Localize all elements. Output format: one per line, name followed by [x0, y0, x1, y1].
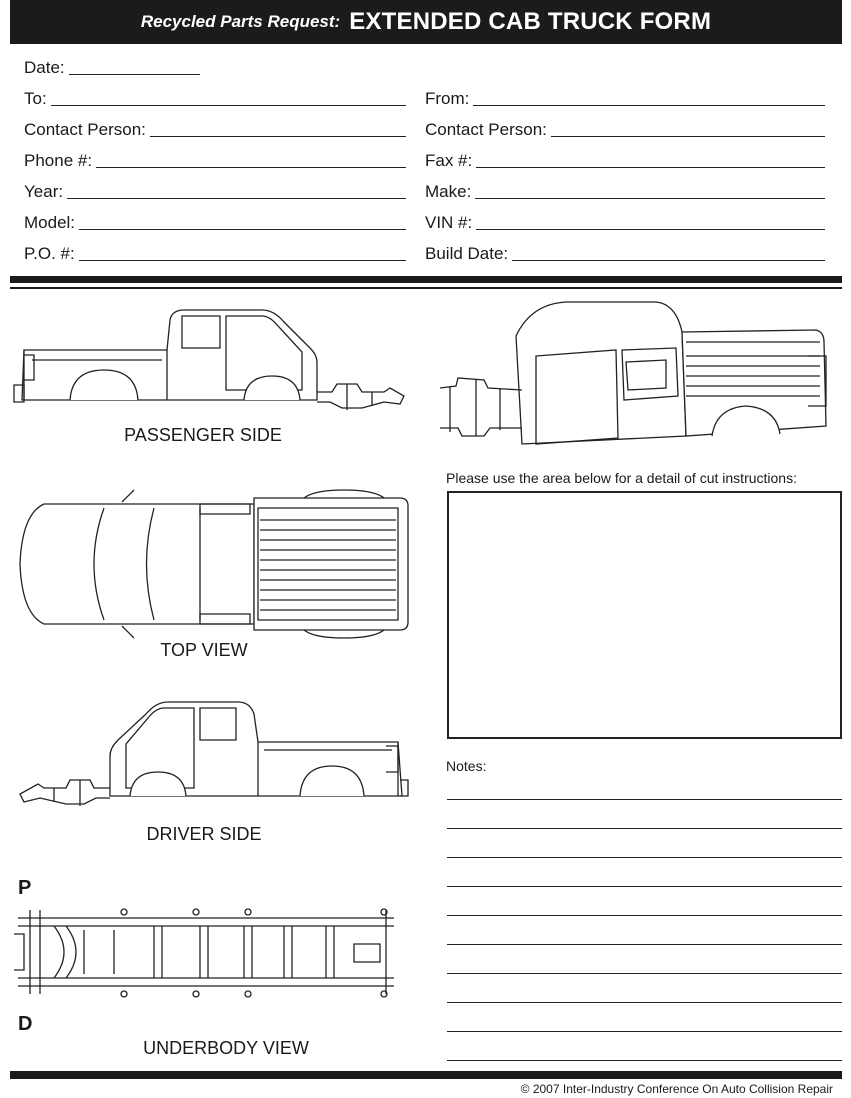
fax-field[interactable]	[425, 147, 825, 171]
form-title: EXTENDED CAB TRUCK FORM	[349, 8, 712, 35]
rear-perspective-truck-diagram	[436, 296, 836, 448]
instructions-label: Please use the area below for a detail of cut instructions:	[446, 470, 797, 486]
separator-thick	[10, 276, 842, 283]
notes-line[interactable]	[447, 973, 842, 974]
build-date-label: Build Date:	[425, 244, 509, 263]
underbody-view-caption: UNDERBODY VIEW	[143, 1038, 309, 1058]
footer-rule	[10, 1071, 842, 1079]
contact-person-left-line[interactable]	[150, 136, 406, 137]
underbody-frame-diagram	[14, 900, 400, 1006]
year-line[interactable]	[67, 198, 406, 199]
model-field[interactable]	[24, 209, 406, 233]
notes-line[interactable]	[447, 1002, 842, 1003]
from-label: From:	[425, 89, 470, 108]
label-p: P	[18, 877, 32, 899]
contact-person-right-line[interactable]	[551, 136, 825, 137]
contact-person-right-field[interactable]	[425, 116, 825, 140]
year-field[interactable]	[24, 178, 406, 202]
top-view-caption: TOP VIEW	[160, 640, 248, 660]
driver-side-truck-diagram	[14, 696, 410, 808]
driver-side-caption: DRIVER SIDE	[146, 824, 262, 844]
model-label: Model:	[24, 213, 76, 232]
fax-line[interactable]	[476, 167, 825, 168]
date-label: Date:	[24, 58, 65, 77]
make-line[interactable]	[475, 198, 825, 199]
phone-line[interactable]	[96, 167, 406, 168]
notes-line[interactable]	[447, 828, 842, 829]
form-header	[10, 0, 842, 44]
fax-label: Fax #:	[425, 151, 473, 170]
to-label: To:	[24, 89, 47, 108]
po-line[interactable]	[79, 260, 406, 261]
build-date-line[interactable]	[512, 260, 825, 261]
model-line[interactable]	[79, 229, 406, 230]
date-line[interactable]	[69, 74, 200, 75]
contact-person-left-label: Contact Person:	[24, 120, 146, 139]
notes-line[interactable]	[447, 1060, 842, 1061]
vin-field[interactable]	[425, 209, 825, 233]
contact-person-right-label: Contact Person:	[425, 120, 547, 139]
date-field[interactable]	[24, 54, 200, 78]
po-field[interactable]	[24, 240, 406, 264]
make-field[interactable]	[425, 178, 825, 202]
to-field[interactable]	[24, 85, 406, 109]
po-label: P.O. #:	[24, 244, 75, 263]
from-field[interactable]	[425, 85, 825, 109]
notes-line[interactable]	[447, 915, 842, 916]
make-label: Make:	[425, 182, 472, 201]
vin-line[interactable]	[476, 229, 825, 230]
year-label: Year:	[24, 182, 64, 201]
top-view-truck-diagram	[14, 484, 410, 644]
notes-line[interactable]	[447, 944, 842, 945]
from-line[interactable]	[473, 105, 825, 106]
contact-person-left-field[interactable]	[24, 116, 406, 140]
passenger-side-truck-diagram	[12, 300, 412, 420]
copyright-text: © 2007 Inter-Industry Conference On Auto Collision Repair	[520, 1082, 833, 1096]
separator-thin	[10, 287, 842, 289]
phone-label: Phone #:	[24, 151, 93, 170]
passenger-side-caption: PASSENGER SIDE	[124, 425, 282, 445]
notes-line[interactable]	[447, 886, 842, 887]
notes-line[interactable]	[447, 799, 842, 800]
vin-label: VIN #:	[425, 213, 473, 232]
to-line[interactable]	[51, 105, 406, 106]
form-subtitle: Recycled Parts Request:	[140, 12, 341, 31]
build-date-field[interactable]	[425, 240, 825, 264]
notes-line[interactable]	[447, 857, 842, 858]
notes-label: Notes:	[446, 758, 487, 774]
cut-instructions-area[interactable]	[447, 491, 842, 739]
label-d: D	[18, 1013, 33, 1035]
phone-field[interactable]	[24, 147, 406, 171]
notes-line[interactable]	[447, 1031, 842, 1032]
